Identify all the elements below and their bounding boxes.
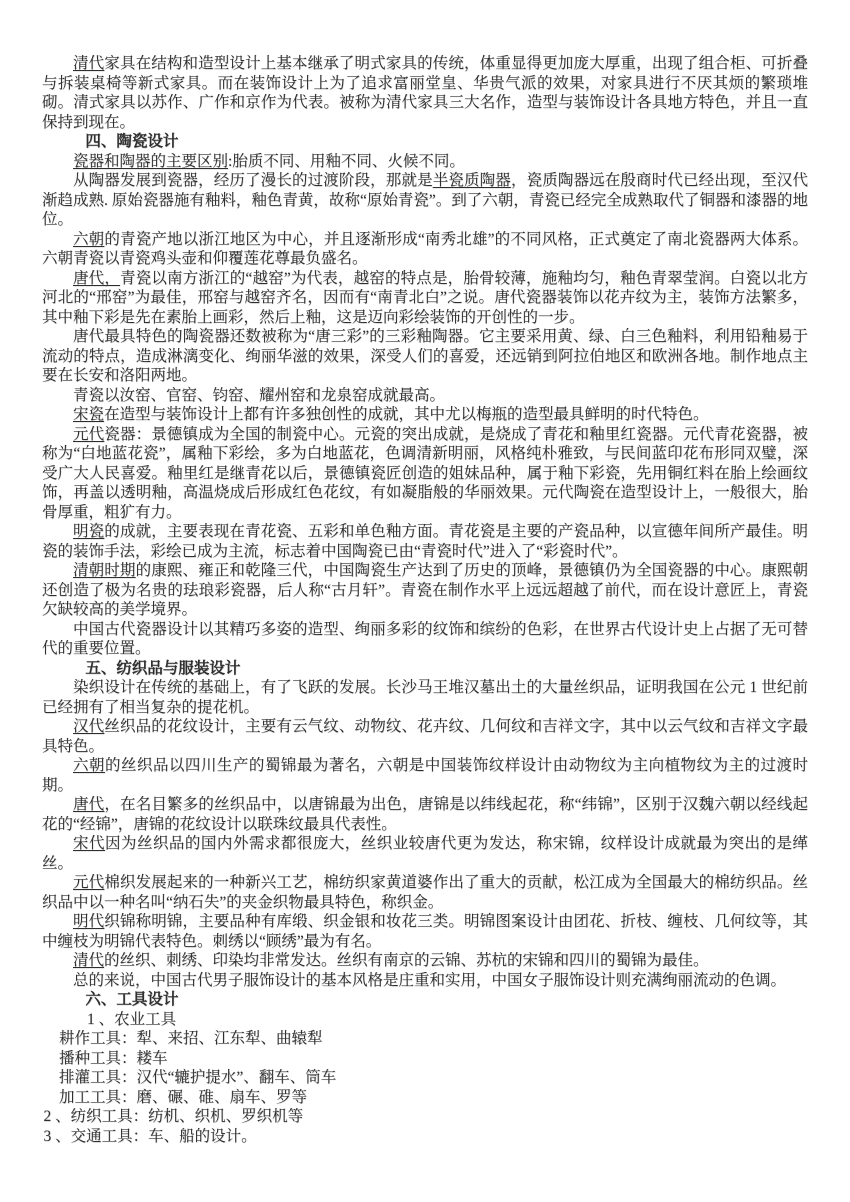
underlined-term: 汉代 bbox=[73, 718, 105, 735]
text-run: 的康熙、雍正和乾隆三代，中国陶瓷生产达到了历史的顶峰，景德镇仍为全国瓷器的中心。康熙朝还创造了极为名贵的珐琅彩瓷器，后人称“古月轩”。青瓷在制作水平上远远超越了前代，而在设计意匠上，青瓷欠缺较高的美学境界。 bbox=[42, 562, 808, 618]
paragraph bbox=[42, 756, 808, 795]
text-run: 的丝织、刺绣、印染均非常发达。丝织有南京的云锦、苏杭的宋锦和四川的蜀锦为最佳。 bbox=[104, 952, 709, 969]
paragraph bbox=[42, 327, 808, 386]
paragraph bbox=[42, 386, 808, 406]
text-run: 在造型与装饰设计上都有许多独创性的成就，其中尤以梅瓶的造型最具鲜明的时代特色。 bbox=[104, 406, 709, 423]
text-run: 青瓷以南方浙江的“越窑”为代表，越窑的特点是，胎骨较薄，施釉均匀，釉色青翠莹润。白瓷以北方河北的“邢窑”为最佳，邢窑与越窑齐名，因而有“南青北白”之说。唐代瓷器装饰以花卉纹为主，装饰方法繁多，其中釉下彩是先在素胎上画彩，然后上釉，这是迈向彩绘装饰的开创性的一步。 bbox=[42, 269, 808, 326]
paragraph bbox=[42, 971, 808, 991]
text-run: 四、陶瓷设计 bbox=[85, 133, 179, 150]
paragraph bbox=[42, 678, 808, 717]
text-run: 唐代最具特色的陶瓷器还数被称为“唐三彩”的三彩釉陶器。它主要采用黄、绿、白三色釉料，利用铅釉易于流动的特点，造成淋漓变化、绚丽华滋的效果，深受人们的喜爱，还远销到阿拉伯地区和欧洲各地。制作地点主要在长安和洛阳两地。 bbox=[42, 328, 808, 384]
paragraph bbox=[42, 561, 808, 620]
text-run: 瓷器：景德镇成为全国的制瓷中心。元瓷的突出成就，是烧成了青花和釉里红瓷器。元代青花瓷器，被称为“白地蓝花瓷”，属釉下彩绘，多为白地蓝花，色调清新明丽，风格纯朴雅致，与民间蓝印花布形同双璧，深受广大人民喜爱。釉里红是继青花以后，景德镇瓷匠创造的姐妹品种，属于釉下彩瓷，先用铜红料在胎上绘画纹饰，再盖以透明釉，高温烧成后形成红色花纹，有如凝脂般的华丽效果。元代陶瓷在造型设计上，一般很大，胎骨厚重，粗犷有力。 bbox=[42, 425, 808, 521]
text-run: 织锦称明锦，主要品种有库缎、织金银和妆花三类。明锦图案设计由团花、折枝、缠枝、几何纹等，其中缠枝为明锦代表特色。刺绣以“顾绣”最为有名。 bbox=[42, 913, 808, 950]
text-run: 棉织发展起来的一种新兴工艺，棉纺织家黄道婆作出了重大的贡献，松江成为全国最大的棉纺织品。丝织品中以一种名叫“纳石失”的夹金织物最具特色，称织金。 bbox=[42, 874, 808, 911]
paragraph bbox=[42, 230, 808, 269]
text-run: ，在名目繁多的丝织品中，以唐锦最为出色，唐锦是以纬线起花，称“纬锦”，区别于汉魏六朝以经线起花的“经锦”，唐锦的花纹设计以联珠纹最具代表性。 bbox=[42, 796, 808, 833]
text-run: 丝织品的花纹设计，主要有云气纹、动物纹、花卉纹、几何纹和吉祥文字，其中以云气纹和吉祥文字最具特色。 bbox=[42, 718, 808, 755]
text-run: 1 、农业工具 bbox=[86, 1010, 177, 1028]
text-run: 加工工具：磨、碾、碓、扇车、罗等 bbox=[59, 1088, 308, 1106]
document-content bbox=[42, 54, 808, 1146]
underlined-term: 元代 bbox=[73, 874, 105, 891]
paragraph bbox=[42, 717, 808, 756]
underlined-term: 清代 bbox=[73, 55, 105, 72]
underlined-term: 宋瓷 bbox=[73, 406, 105, 423]
section-heading bbox=[42, 990, 808, 1010]
underlined-term: 元代 bbox=[73, 425, 105, 443]
paragraph bbox=[42, 795, 808, 834]
underlined-term: 六朝 bbox=[73, 757, 105, 774]
text-run: 因为丝织品的国内外需求都很庞大，丝织业较唐代更为发达，称宋锦，纹样设计成就最为突出的是缂丝。 bbox=[42, 835, 808, 872]
text-run: 的成就，主要表现在青花瓷、五彩和单色釉方面。青花瓷是主要的产瓷品种，以宣德年间所产最佳。明瓷的装饰手法，彩绘已成为主流，标志着中国陶瓷已由“青瓷时代”进入了“彩瓷时代”。 bbox=[42, 523, 808, 560]
section-heading bbox=[42, 659, 808, 679]
paragraph bbox=[42, 269, 808, 328]
text-run: ，瓷质陶器远在殷商时代已经出现，至汉代渐趋成熟. 原始瓷器施有釉料，釉色青黄，故称“原始青瓷”。到了六朝，青瓷已经完全成熟取代了铜器和漆器的地位。 bbox=[42, 172, 808, 228]
text-run: 的青瓷产地以浙江地区为中心，并且逐渐形成“南秀北雄”的不同风格，正式奠定了南北瓷器两大体系。六朝青瓷以青瓷鸡头壶和仰覆莲花尊最负盛名。 bbox=[42, 230, 808, 267]
text-run: 青瓷以汝窑、官窑、钧窑、耀州窑和龙泉窑成就最高。 bbox=[73, 386, 446, 404]
underlined-term: 半瓷质陶器 bbox=[432, 172, 511, 189]
paragraph bbox=[42, 951, 808, 971]
text-run: :胎质不同、用釉不同、火候不同。 bbox=[228, 152, 465, 170]
underlined-term: 明瓷 bbox=[73, 523, 105, 540]
text-run: 的丝织品以四川生产的蜀锦最为著名，六朝是中国装饰纹样设计由动物纹为主向植物纹为主的过渡时期。 bbox=[42, 757, 808, 794]
numbered-list-line bbox=[42, 1107, 808, 1127]
numbered-list-line bbox=[42, 1127, 808, 1147]
text-run: 3 、交通工具：车、船的设计。 bbox=[43, 1127, 257, 1145]
text-run: 耕作工具：犁、来招、江东犁、曲辕犁 bbox=[59, 1030, 323, 1047]
list-item-heading bbox=[42, 1010, 808, 1030]
text-run: 排灌工具：汉代“辘护提水”、翻车、筒车 bbox=[59, 1069, 337, 1086]
paragraph bbox=[42, 834, 808, 873]
text-run: 家具在结构和造型设计上基本继承了明式家具的传统，体重显得更加庞大厚重，出现了组合柜、可折叠与拆装桌椅等新式家具。而在装饰设计上为了追求富丽堂皇、华贵气派的效果，对家具进行不厌其烦的繁琐堆砌。清式家具以苏作、广作和京作为代表。被称为清代家具三大名作，造型与装饰设计各具地方特色，并且一直保持到现在。 bbox=[42, 55, 808, 131]
paragraph bbox=[42, 912, 808, 951]
text-run: 总的来说，中国古代男子服饰设计的基本风格是庄重和实用，中国女子服饰设计则充满绚丽流动的色调。 bbox=[73, 971, 787, 989]
tool-list-line bbox=[42, 1029, 808, 1049]
tool-list-line bbox=[42, 1049, 808, 1069]
underlined-term: 清代 bbox=[73, 952, 105, 969]
paragraph bbox=[42, 425, 808, 523]
underlined-term: 明代 bbox=[73, 913, 105, 930]
underlined-term: 六朝 bbox=[73, 230, 105, 248]
underlined-term: 唐代 bbox=[73, 796, 105, 813]
underlined-term: 瓷器和陶器的主要区别 bbox=[73, 152, 229, 170]
paragraph bbox=[42, 522, 808, 561]
paragraph bbox=[42, 171, 808, 230]
paragraph bbox=[42, 620, 808, 659]
paragraph bbox=[42, 54, 808, 132]
paragraph bbox=[42, 152, 808, 172]
tool-list-line bbox=[42, 1088, 808, 1108]
text-run: 六、工具设计 bbox=[85, 991, 179, 1008]
text-run: 从陶器发展到瓷器，经历了漫长的过渡阶段，那就是 bbox=[73, 172, 433, 189]
paragraph bbox=[42, 873, 808, 912]
tool-list-line bbox=[42, 1068, 808, 1088]
paragraph bbox=[42, 405, 808, 425]
text-run: 五、纺织品与服装设计 bbox=[85, 659, 241, 677]
text-run: 2 、纺织工具：纺机、织机、罗织机等 bbox=[43, 1108, 304, 1125]
text-run: 中国古代瓷器设计以其精巧多姿的造型、绚丽多彩的纹饰和缤纷的色彩，在世界古代设计史上占据了无可替代的重要位置。 bbox=[42, 620, 808, 657]
text-run: 染织设计在传统的基础上，有了飞跃的发展。长沙马王堆汉墓出土的大量丝织品，证明我国在公元 1 世纪前已经拥有了相当复杂的提花机。 bbox=[42, 679, 808, 716]
underlined-term: 宋代 bbox=[73, 835, 105, 852]
underlined-term: 唐代， bbox=[73, 269, 121, 287]
section-heading bbox=[42, 132, 808, 152]
underlined-term: 清朝时期 bbox=[73, 562, 136, 579]
text-run: 播种工具：耧车 bbox=[59, 1049, 168, 1067]
